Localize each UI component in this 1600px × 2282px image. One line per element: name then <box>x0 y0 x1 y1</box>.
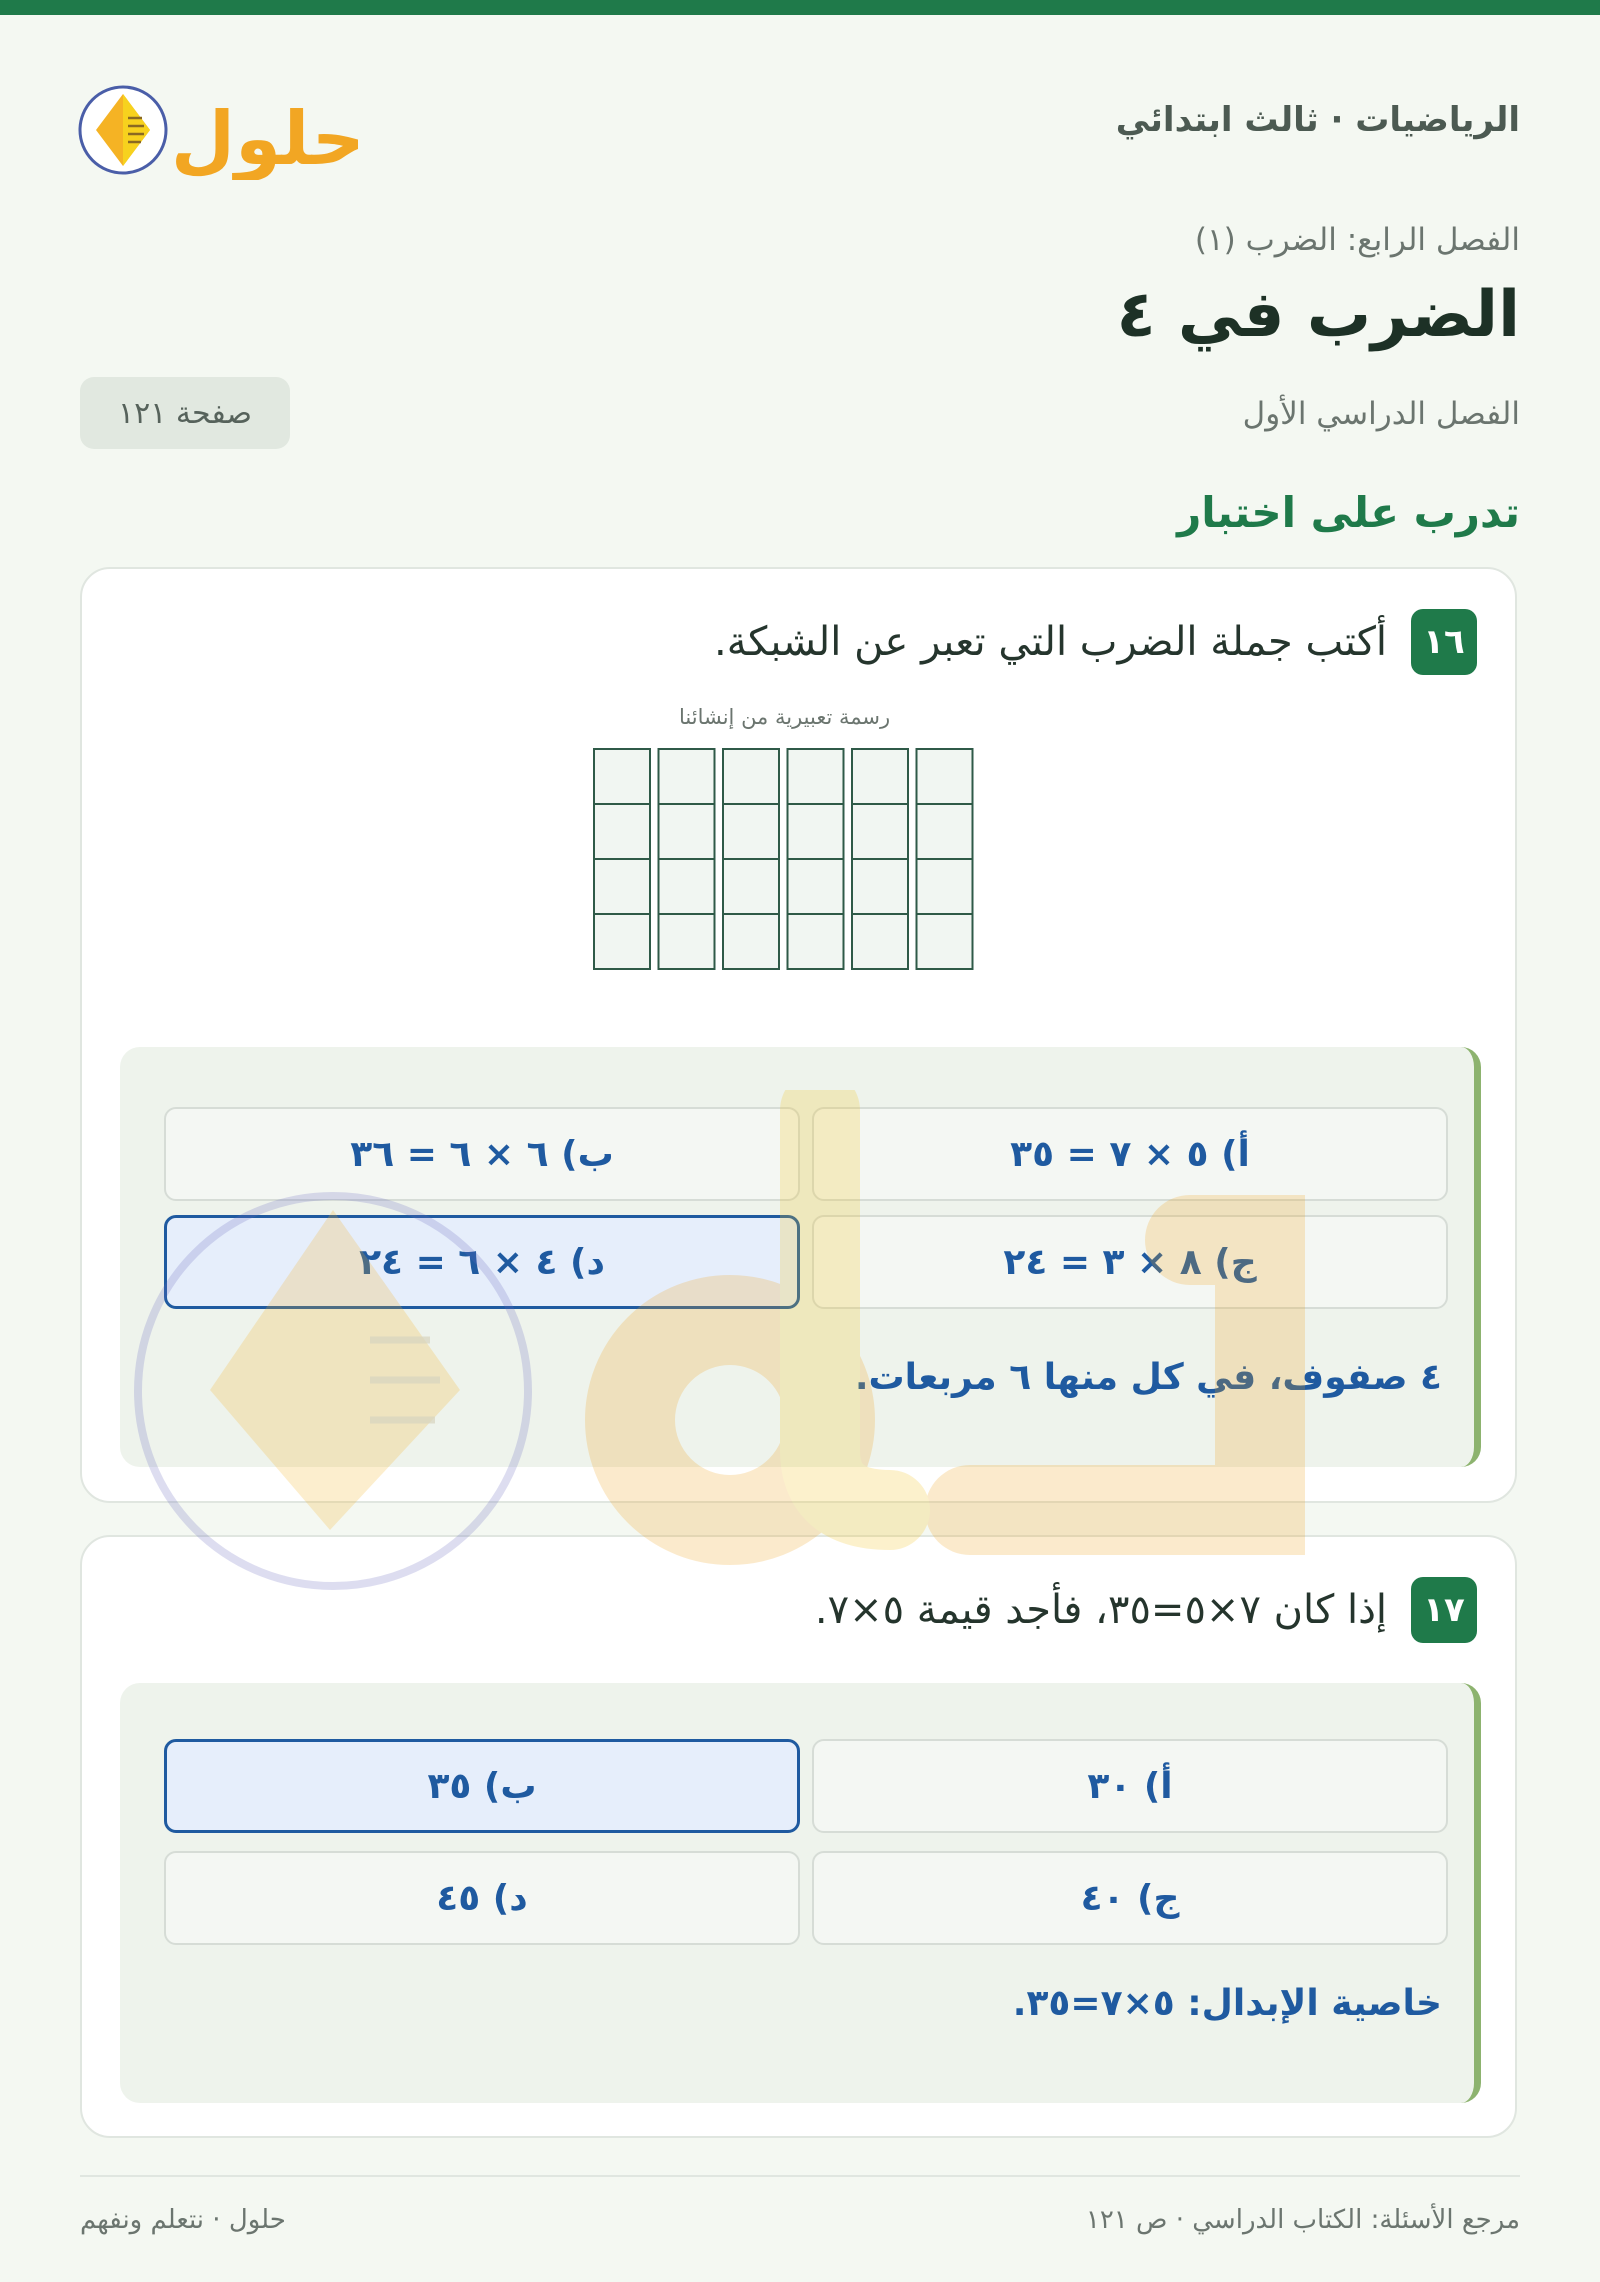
page-number-badge: صفحة ١٢١ <box>80 377 290 449</box>
array-grid-figure <box>592 747 975 971</box>
footer-tagline: حلول · نتعلم ونفهم <box>80 2205 286 2235</box>
grid-cell <box>788 749 844 804</box>
semester-label: الفصل الدراسي الأول <box>1242 396 1520 432</box>
grid-cell <box>852 914 908 969</box>
grid-cell <box>788 804 844 859</box>
figure-caption: رسمة تعبيرية من إنشائنا <box>679 705 891 729</box>
grid-cell <box>788 859 844 914</box>
brand-logo[interactable] <box>78 64 358 180</box>
question-card-17 <box>80 1535 1517 2138</box>
option-d-selected[interactable]: د) ٤ × ٦ = ٢٤ <box>164 1215 800 1309</box>
answer-explanation: ٤ صفوف، في كل منها ٦ مربعات. <box>854 1357 1442 1398</box>
grid-cell <box>723 804 779 859</box>
grid-cell <box>659 804 715 859</box>
option-b-selected[interactable]: ب) ٣٥ <box>164 1739 800 1833</box>
option-d[interactable]: د) ٤٥ <box>164 1851 800 1945</box>
subject-label: الرياضيات · ثالث ابتدائي <box>1115 100 1520 140</box>
option-a[interactable]: أ) ٥ × ٧ = ٣٥ <box>812 1107 1448 1201</box>
grid-cell <box>917 859 973 914</box>
answer-box <box>120 1047 1481 1467</box>
grid-cell <box>852 804 908 859</box>
grid-cell <box>852 749 908 804</box>
brand-wordmark: حلول <box>170 96 358 180</box>
grid-cell <box>917 749 973 804</box>
grid-cell <box>594 914 650 969</box>
grid-cell <box>594 859 650 914</box>
top-accent-bar <box>0 0 1600 15</box>
lesson-title: الضرب في ٤ <box>1116 278 1520 352</box>
answer-explanation: خاصية الإبدال: ٥×٧=٣٥. <box>1012 1983 1442 2024</box>
option-c[interactable]: ج) ٨ × ٣ = ٢٤ <box>812 1215 1448 1309</box>
grid-cell <box>659 914 715 969</box>
option-c[interactable]: ج) ٤٠ <box>812 1851 1448 1945</box>
question-card-16 <box>80 567 1517 1503</box>
grid-cell <box>917 914 973 969</box>
grid-cell <box>917 804 973 859</box>
grid-cell <box>723 914 779 969</box>
footer-reference: مرجع الأسئلة: الكتاب الدراسي · ص ١٢١ <box>1085 2205 1520 2235</box>
section-title: تدرب على اختبار <box>1177 488 1520 537</box>
grid-cell <box>723 859 779 914</box>
option-a[interactable]: أ) ٣٠ <box>812 1739 1448 1833</box>
grid-cell <box>594 749 650 804</box>
answer-box <box>120 1683 1481 2103</box>
grid-cell <box>659 749 715 804</box>
question-text: إذا كان ٧×٥=٣٥، فأجد قيمة ٥×٧. <box>814 1587 1387 1633</box>
question-number-badge: ١٧ <box>1411 1577 1477 1643</box>
grid-cell <box>723 749 779 804</box>
option-b[interactable]: ب) ٦ × ٦ = ٣٦ <box>164 1107 800 1201</box>
grid-cell <box>594 804 650 859</box>
chapter-label: الفصل الرابع: الضرب (١) <box>1194 222 1520 258</box>
grid-cell <box>788 914 844 969</box>
question-text: أكتب جملة الضرب التي تعبر عن الشبكة. <box>714 619 1387 665</box>
footer-divider <box>80 2175 1520 2177</box>
question-number-badge: ١٦ <box>1411 609 1477 675</box>
hulul-logo-icon <box>78 64 358 180</box>
grid-cell <box>852 859 908 914</box>
grid-cell <box>659 859 715 914</box>
